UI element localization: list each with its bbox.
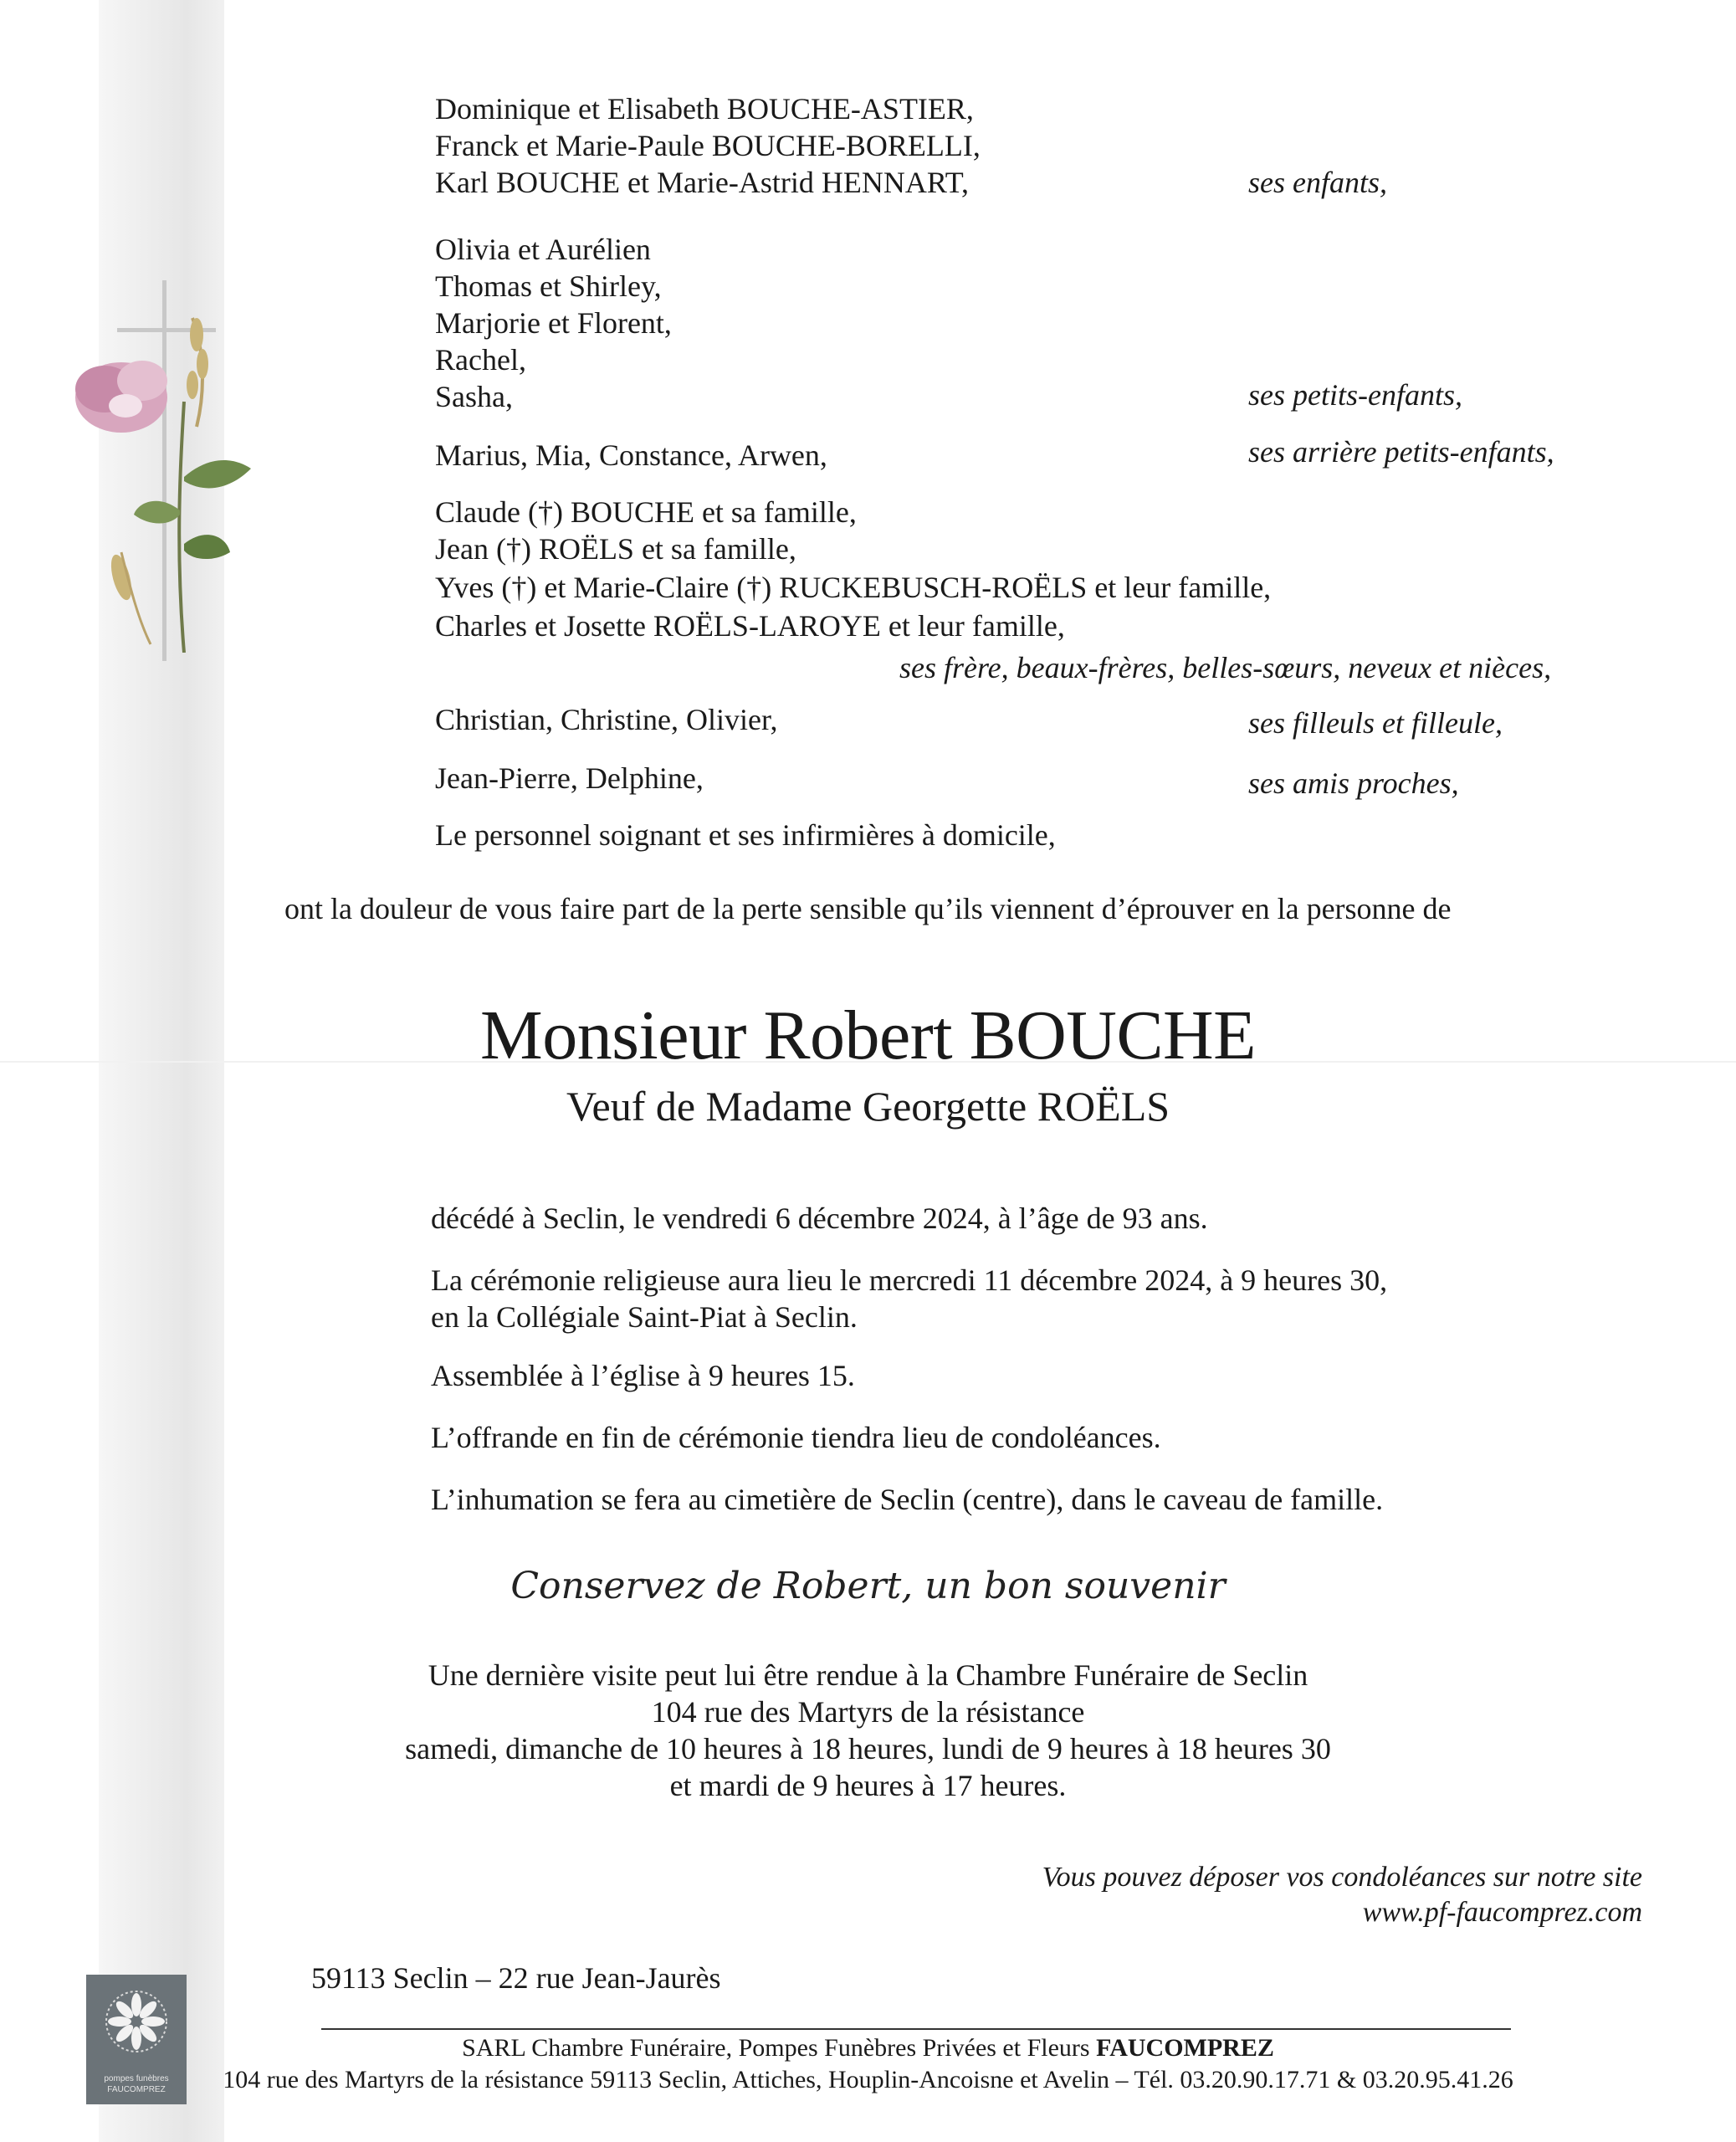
godchildren-line: Christian, Christine, Olivier, [435, 703, 778, 736]
friends-line: Jean-Pierre, Delphine, [435, 761, 704, 795]
grandchild-line: Thomas et Shirley, [435, 269, 662, 303]
ceremony-line: La cérémonie religieuse aura lieu le mercredi 11 décembre 2024, à 9 heures 30, [431, 1263, 1388, 1297]
relation-godchildren: ses filleuls et filleule, [1248, 706, 1503, 740]
relation-siblings: ses frère, beaux-frères, belles-sœurs, neveux et nièces, [899, 651, 1552, 684]
condolences-text: Vous pouvez déposer vos condoléances sur notre site [1042, 1862, 1642, 1893]
website-link[interactable]: www.pf-faucomprez.com [1362, 1897, 1642, 1928]
death-details: décédé à Seclin, le vendredi 6 décembre 2024, à l’âge de 93 ans. [431, 1202, 1208, 1235]
visit-line: samedi, dimanche de 10 heures à 18 heures, lundi de 9 heures à 18 heures 30 [405, 1732, 1331, 1765]
child-line: Dominique et Elisabeth BOUCHE-ASTIER, [435, 92, 974, 126]
assembly-line: Assemblée à l’église à 9 heures 15. [431, 1359, 855, 1392]
relation-children: ses enfants, [1248, 166, 1387, 199]
offering-line: L’offrande en fin de cérémonie tiendra lieu de condoléances. [431, 1421, 1161, 1454]
memory-quote: Conservez de Robert, un bon souvenir [510, 1565, 1226, 1607]
sibling-line: Yves (†) et Marie-Claire (†) RUCKEBUSCH-ROËLS et leur famille, [435, 571, 1272, 604]
flower-illustration [59, 301, 259, 653]
relation-friends: ses amis proches, [1248, 766, 1459, 800]
great-grandchildren-line: Marius, Mia, Constance, Arwen, [435, 438, 827, 472]
visit-line: 104 rue des Martyrs de la résistance [651, 1695, 1085, 1729]
address-line: 59113 Seclin – 22 rue Jean-Jaurès [311, 1961, 721, 1995]
grandchild-line: Rachel, [435, 343, 526, 377]
sibling-line: Charles et Josette ROËLS-LAROYE et leur famille, [435, 609, 1065, 643]
announcement-text: ont la douleur de vous faire part de la perte sensible qu’ils viennent d’éprouver en la personne de [284, 892, 1452, 925]
visit-line: Une dernière visite peut lui être rendue à la Chambre Funéraire de Seclin [428, 1658, 1308, 1692]
child-line: Franck et Marie-Paule BOUCHE-BORELLI, [435, 129, 981, 162]
relation-grandchildren: ses petits-enfants, [1248, 378, 1462, 412]
relation-great-grandchildren: ses arrière petits-enfants, [1248, 435, 1554, 469]
logo-text: pompes funèbres FAUCOMPREZ [104, 2074, 169, 2094]
footer-contact: 104 rue des Martyrs de la résistance 59113 Seclin, Attiches, Houplin-Ancoisne et Avelin – Tél. 03.20.90.17.71 & 03.20.95.41.26 [223, 2066, 1513, 2093]
grandchild-line: Marjorie et Florent, [435, 306, 672, 340]
visit-line: et mardi de 9 heures à 17 heures. [669, 1769, 1067, 1802]
burial-line: L’inhumation se fera au cimetière de Seclin (centre), dans le caveau de famille. [431, 1483, 1384, 1516]
widower-of: Veuf de Madame Georgette ROËLS [566, 1083, 1170, 1130]
sibling-line: Claude (†) BOUCHE et sa famille, [435, 495, 857, 529]
footer-divider [321, 2028, 1511, 2030]
deceased-name: Monsieur Robert BOUCHE [480, 997, 1256, 1074]
sibling-line: Jean (†) ROËLS et sa famille, [435, 532, 796, 566]
grandchild-line: Olivia et Aurélien [435, 233, 651, 266]
caregivers-line: Le personnel soignant et ses infirmières à domicile, [435, 818, 1056, 852]
child-line: Karl BOUCHE et Marie-Astrid HENNART, [435, 166, 970, 199]
grandchild-line: Sasha, [435, 380, 513, 413]
ceremony-line: en la Collégiale Saint-Piat à Seclin. [431, 1300, 858, 1334]
footer-company: SARL Chambre Funéraire, Pompes Funèbres Privées et Fleurs FAUCOMPREZ [462, 2034, 1274, 2062]
